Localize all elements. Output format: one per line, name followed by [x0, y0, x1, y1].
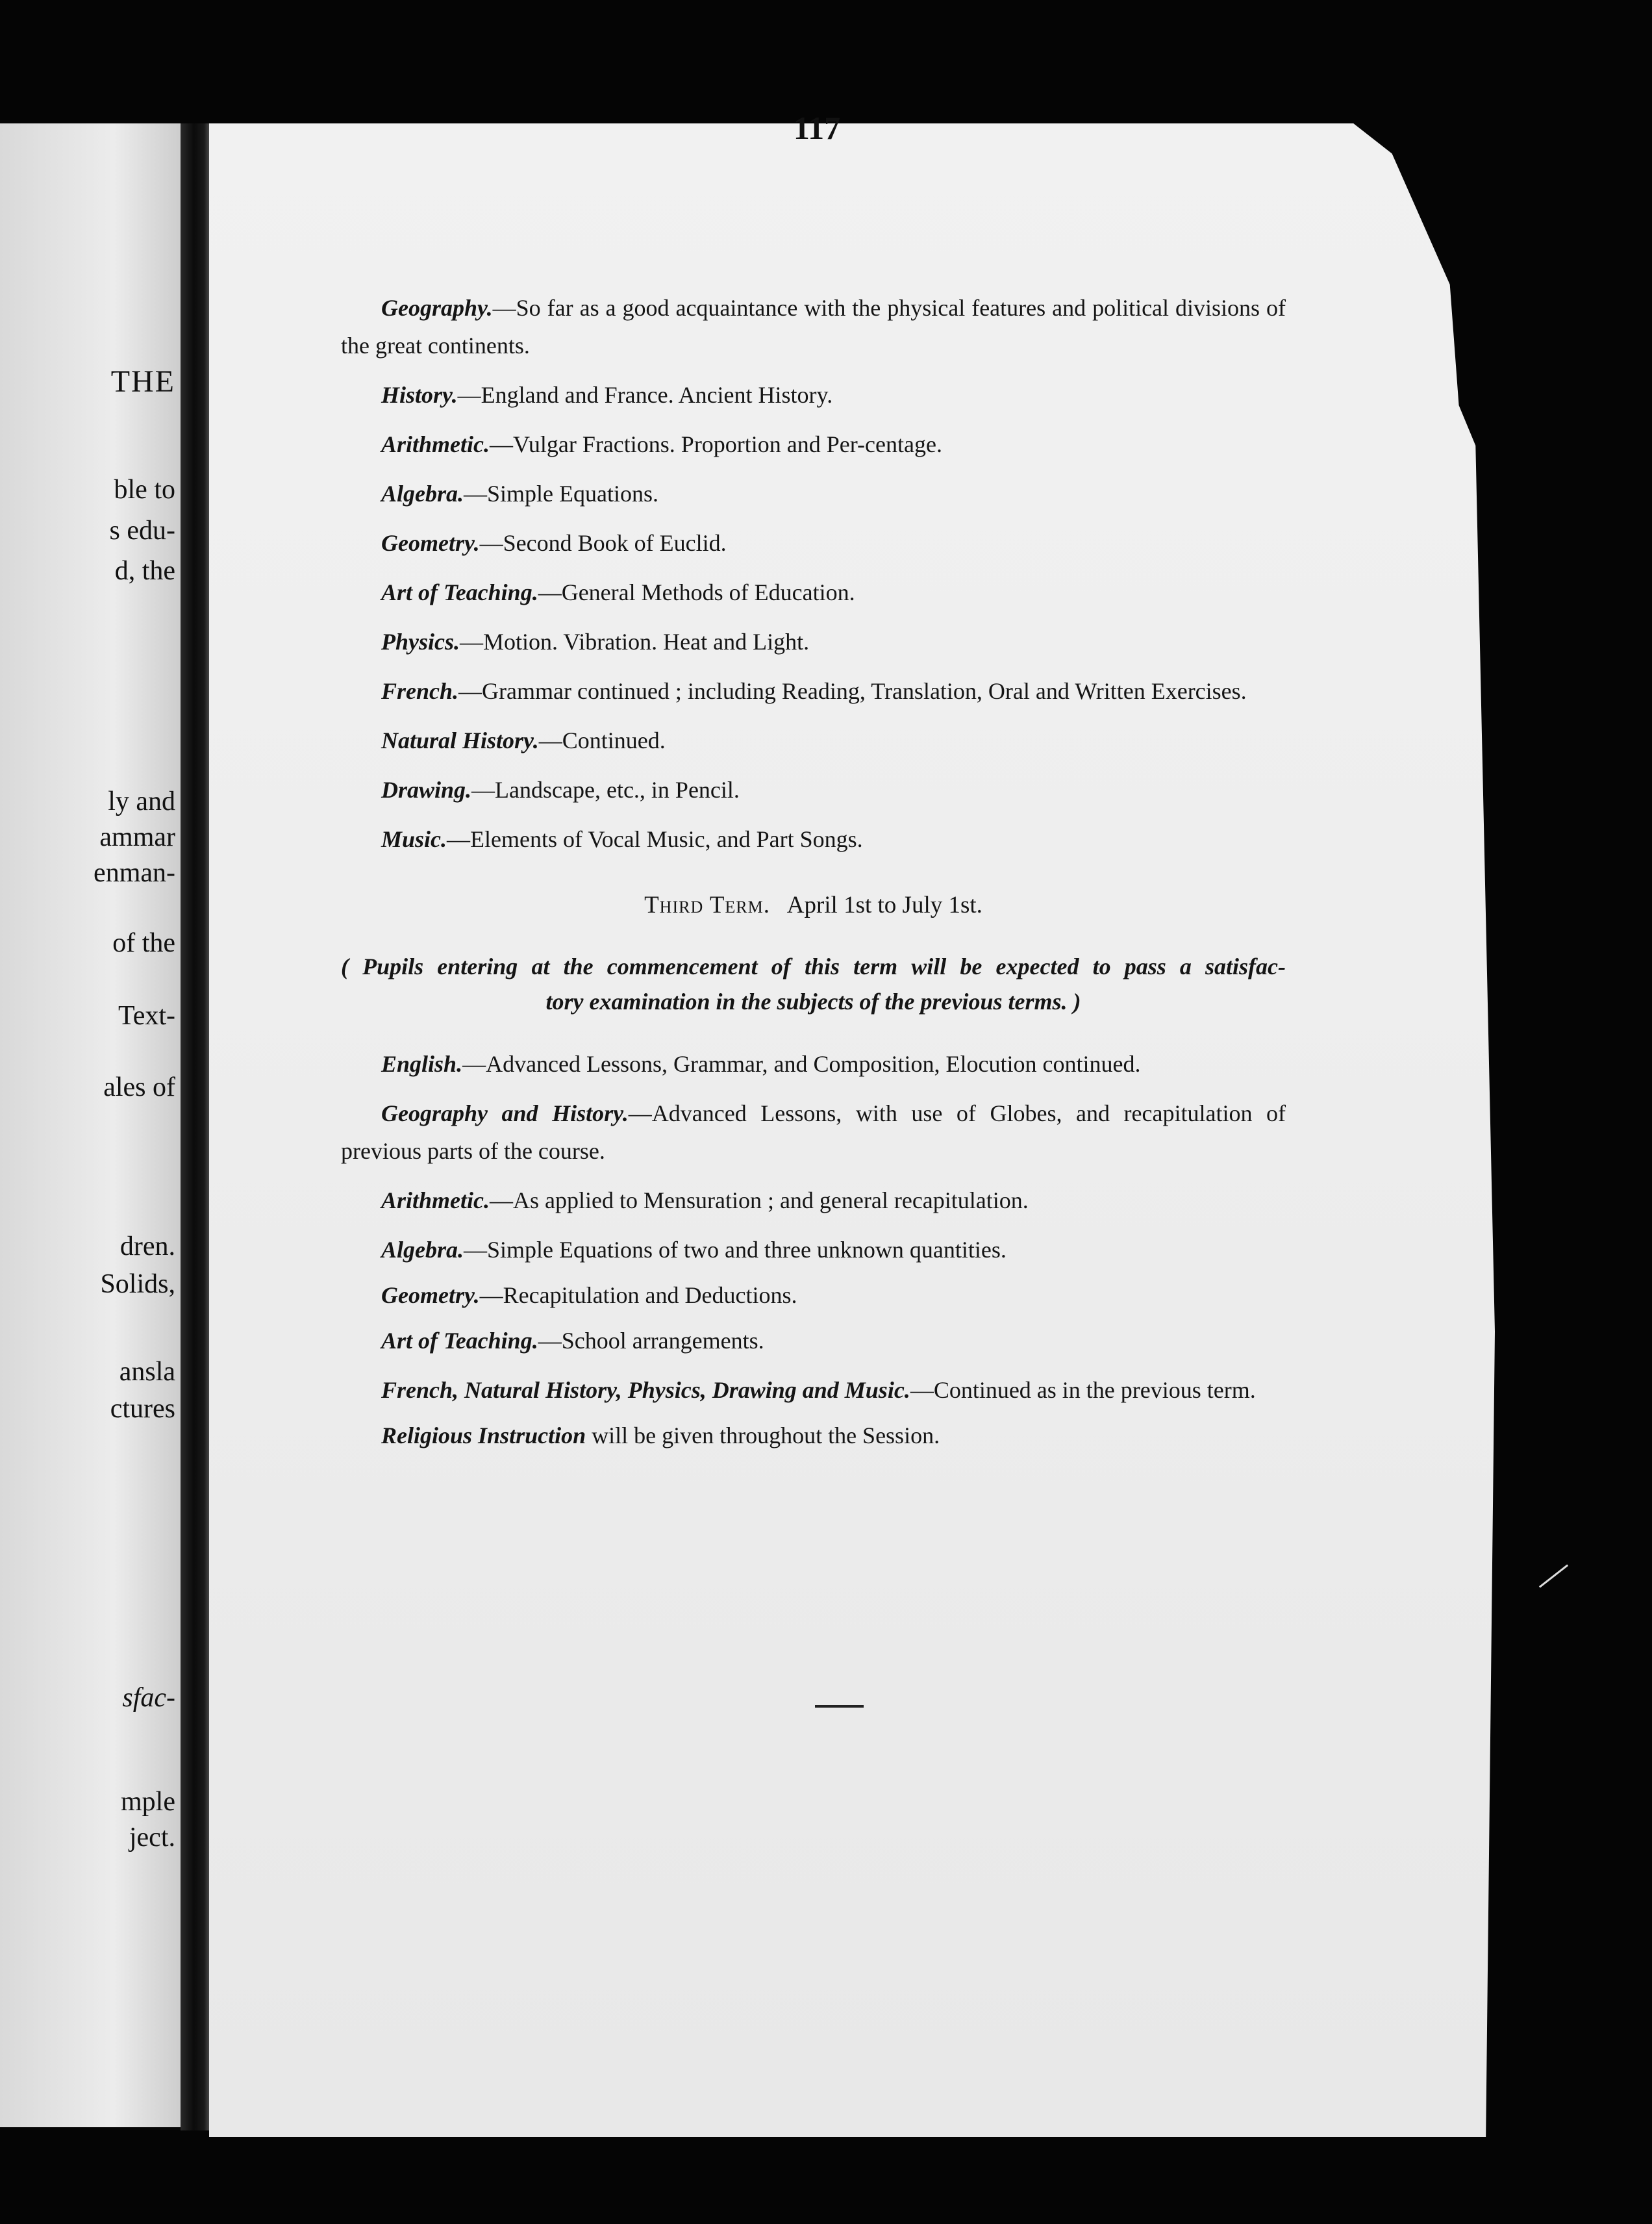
subject-label: Religious Instruction: [381, 1422, 586, 1448]
subject-arithmetic: [341, 425, 1286, 463]
subject-label: English.: [381, 1051, 463, 1077]
subject-history: [341, 376, 1286, 414]
subject-french: [341, 672, 1286, 710]
subject-art-of-teaching: [341, 1322, 1286, 1359]
previous-page-fragment: [0, 123, 190, 2127]
subject-text: —Simple Equations.: [464, 481, 659, 507]
subject-text: —As applied to Mensuration ; and general recapitulation.: [490, 1187, 1029, 1213]
subject-text: —Continued as in the previous term.: [910, 1377, 1256, 1403]
subject-label: Algebra.: [381, 481, 464, 507]
left-line: Solids,: [100, 1269, 175, 1299]
left-line: sfac-: [122, 1683, 175, 1713]
page-body: [341, 289, 1286, 1466]
term-dates: April 1st to July 1st.: [786, 892, 982, 918]
left-line: enman-: [94, 858, 175, 888]
subject-geometry: [341, 1276, 1286, 1314]
subject-text: will be given throughout the Session.: [586, 1422, 940, 1448]
subject-label: French.: [381, 678, 459, 704]
left-line: ammar: [99, 822, 175, 852]
subject-natural-history: [341, 722, 1286, 759]
subject-text: —Simple Equations of two and three unknown quantities.: [464, 1237, 1007, 1263]
left-line: of the: [112, 928, 175, 958]
subject-geography: [341, 289, 1286, 364]
religious-instruction: [341, 1417, 1286, 1454]
third-term-heading: [341, 887, 1286, 924]
subject-label: French, Natural History, Physics, Drawing and Music.: [381, 1377, 910, 1403]
left-line: ject.: [129, 1823, 175, 1852]
subject-text: —Landscape, etc., in Pencil.: [471, 777, 740, 803]
subject-text: —Grammar continued ; including Reading, Translation, Oral and Written Exercises.: [458, 678, 1247, 704]
subject-text: —Vulgar Fractions. Proportion and Per-centage.: [490, 431, 942, 457]
subject-label: Geometry.: [381, 1282, 480, 1308]
subject-text: —Motion. Vibration. Heat and Light.: [460, 629, 810, 655]
subject-music: [341, 820, 1286, 858]
page-number: 117: [793, 110, 841, 146]
subject-label: Geography.: [381, 295, 493, 321]
subject-label: Arithmetic.: [381, 431, 490, 457]
subject-drawing: [341, 771, 1286, 809]
subject-text: —Elements of Vocal Music, and Part Songs.: [447, 826, 863, 852]
entry-requirement-note: [341, 949, 1286, 1019]
scan-mark: [1539, 1564, 1568, 1587]
subject-text: —Advanced Lessons, Grammar, and Composition, Elocution continued.: [462, 1051, 1141, 1077]
left-line: dren.: [119, 1232, 175, 1261]
subject-label: Arithmetic.: [381, 1187, 490, 1213]
subject-continued-group: [341, 1371, 1286, 1409]
subject-text: —So far as a good acquaintance with the physical features and political divisions of the great continents.: [341, 295, 1286, 359]
subject-label: Geometry.: [381, 530, 480, 556]
subject-text: —England and France. Ancient History.: [457, 382, 833, 408]
subject-label: History.: [381, 382, 458, 408]
subject-arithmetic: [341, 1182, 1286, 1219]
left-line: THE: [110, 364, 175, 399]
subject-label: Geography and History.: [381, 1100, 629, 1126]
subject-english: [341, 1045, 1286, 1083]
left-line: ansla: [119, 1357, 175, 1387]
subject-label: Algebra.: [381, 1237, 464, 1263]
subject-text: —Advanced Lessons, with use of Globes, and recapitulation of previous parts of the course.: [341, 1100, 1286, 1164]
left-line: ales of: [103, 1072, 175, 1102]
note-line: ( Pupils entering at the commencement of this term will be expected to pass a satisfac-: [341, 954, 1286, 979]
note-line: tory examination in the subjects of the previous terms. ): [545, 989, 1081, 1015]
subject-label: Natural History.: [381, 727, 539, 753]
subject-algebra: [341, 475, 1286, 512]
subject-text: —General Methods of Education.: [538, 579, 855, 605]
subject-text: —Recapitulation and Deductions.: [479, 1282, 797, 1308]
subject-physics: [341, 623, 1286, 661]
subject-label: Physics.: [381, 629, 460, 655]
left-line: s edu-: [109, 516, 175, 546]
subject-text: —Second Book of Euclid.: [479, 530, 727, 556]
subject-geography-history: [341, 1094, 1286, 1170]
subject-text: —School arrangements.: [538, 1328, 764, 1354]
left-line: mple: [121, 1787, 175, 1817]
subject-label: Art of Teaching.: [381, 1328, 538, 1354]
subject-label: Art of Teaching.: [381, 579, 538, 605]
left-line: ly and: [108, 787, 175, 816]
term-title: Third Term.: [644, 892, 771, 918]
subject-label: Music.: [381, 826, 447, 852]
subject-geometry: [341, 524, 1286, 562]
left-line: Text-: [118, 1001, 175, 1031]
subject-label: Drawing.: [381, 777, 472, 803]
subject-art-of-teaching: [341, 574, 1286, 611]
subject-algebra: [341, 1231, 1286, 1269]
left-line: ble to: [114, 475, 175, 505]
left-line: d, the: [114, 556, 175, 586]
left-line: ctures: [110, 1394, 175, 1424]
end-rule: [815, 1705, 864, 1708]
subject-text: —Continued.: [538, 727, 666, 753]
